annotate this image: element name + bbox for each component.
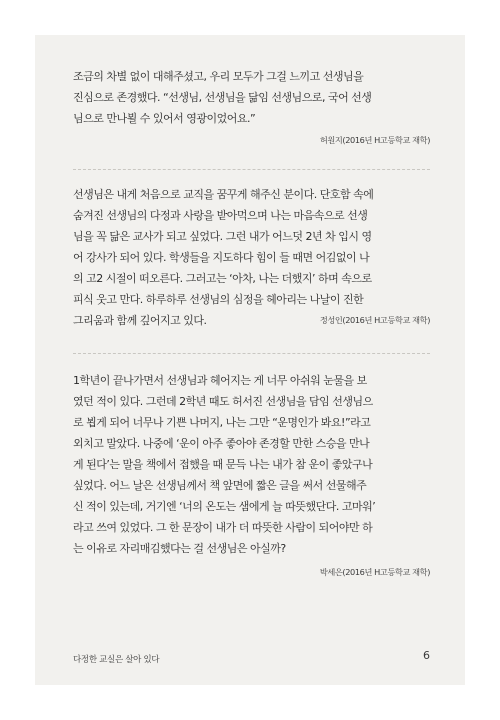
page-number: 6 — [423, 649, 430, 662]
text-line: 게 된다’는 말을 책에서 접했을 때 문득 나는 내가 참 운이 좋았구나 — [73, 458, 373, 471]
testimonial-1 — [73, 66, 430, 146]
text-line: 님을 꼭 닮은 교사가 되고 싶었다. 그런 내가 어느덧 2년 차 입시 영 — [73, 230, 372, 243]
text-line: 1학년이 끝나가면서 선생님과 헤어지는 게 너무 아쉬워 눈물을 보 — [73, 374, 367, 387]
text-line: 는 이유로 자리매김했다는 걸 선생님은 아실까? — [73, 542, 286, 555]
section-divider — [73, 169, 430, 170]
text-line: 진심으로 존경했다. “선생님, 선생님을 닮임 선생님으로, 국어 선생 — [73, 91, 372, 104]
section-divider — [73, 353, 430, 354]
text-line: 외치고 말았다. 나중에 ‘운이 아주 좋아야 존경할 만한 스승을 만나 — [73, 437, 370, 450]
text-line: 숨겨진 선생님의 다정과 사랑을 받아먹으며 나는 마음속으로 선생 — [73, 209, 368, 222]
text-line: 그리움과 함께 깊어지고 있다. — [73, 314, 207, 327]
text-line: 어 강사가 되어 있다. 학생들을 지도하다 힘이 들 때면 어김없이 나 — [73, 251, 370, 264]
testimonial-2 — [73, 184, 430, 331]
text-line: 의 고2 시절이 떠오른다. 그러고는 ‘아차, 나는 더했지’ 하며 속으로 — [73, 272, 372, 285]
text-line: 조금의 차별 없이 대해주셨고, 우리 모두가 그걸 느끼고 선생님을 — [73, 70, 364, 83]
testimonial-3-text — [73, 370, 430, 559]
text-line: 로 뵙게 되어 너무나 기쁜 나머지, 나는 그만 “운명인가 봐요!”라고 — [73, 416, 371, 429]
text-line: 신 적이 있는데, 거기엔 ‘너의 온도는 샘에게 늘 따뜻했단다. 고마워’ — [73, 500, 376, 513]
testimonial-3 — [73, 370, 430, 578]
text-line: 선생님은 내게 처음으로 교직을 꿈꾸게 해주신 분이다. 단호함 속에 — [73, 188, 374, 201]
text-line: 였던 적이 있다. 그런데 2학년 때도 허서진 선생님을 담임 선생님으 — [73, 395, 373, 408]
text-line: 피식 웃고 만다. 하루하루 선생님의 심정을 헤아리는 나날이 진한 — [73, 293, 364, 306]
testimonial-1-text — [73, 66, 430, 129]
text-line: 싶었다. 어느 날은 선생님께서 책 앞면에 짧은 글을 써서 선물해주 — [73, 479, 367, 492]
testimonial-2-text — [73, 184, 430, 331]
testimonial-1-citation: 허원지(2016년 H고등학교 재학) — [319, 135, 430, 145]
text-line: 님으로 만나뵐 수 있어서 영광이었어요.” — [73, 112, 256, 125]
testimonial-3-citation: 박세은(2016년 H고등학교 재학) — [319, 567, 430, 577]
testimonial-2-citation: 정성인(2016년 H고등학교 재학) — [319, 315, 430, 325]
text-line: 라고 쓰여 있었다. 그 한 문장이 내가 더 따뜻한 사람이 되어야만 하 — [73, 521, 373, 534]
book-page — [35, 35, 465, 685]
running-footer-title: 다정한 교실은 살아 있다 — [73, 655, 160, 665]
